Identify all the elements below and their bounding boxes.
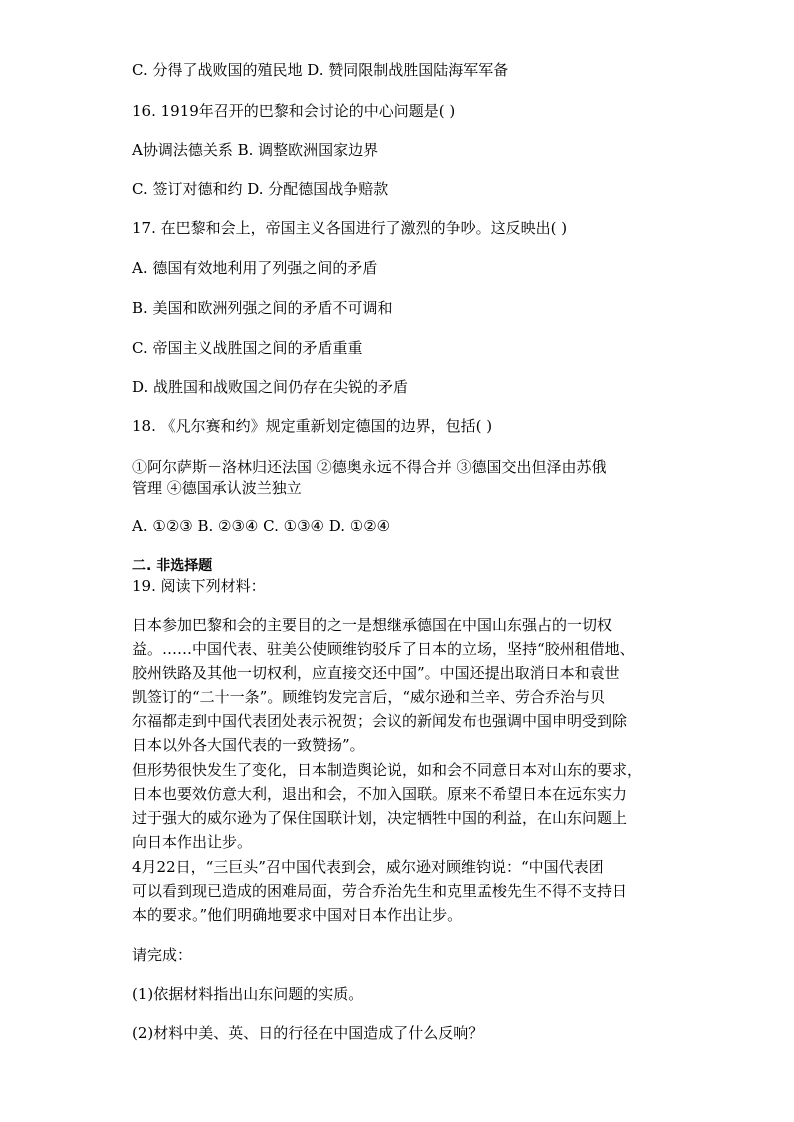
- material-p1-line: 日本以外各大国代表的一致赞扬”。: [132, 736, 365, 754]
- q17-stem: 17. 在巴黎和会上，帝国主义各国进行了激烈的争吵。这反映出( ): [132, 219, 568, 237]
- material-p1-line: 胶州铁路及其他一切权利，应直接交还中国”。中国还提出取消日本和袁世: [132, 664, 620, 682]
- material-paragraph-1: [132, 613, 666, 757]
- material-p3-line: 可以看到现已造成的困难局面，劳合乔治先生和克里孟梭先生不得不支持日: [132, 882, 628, 900]
- q19-stem: 19. 阅读下列材料：: [132, 577, 266, 595]
- q18-options: A. ①②③ B. ②③④ C. ①③④ D. ①②④: [132, 517, 391, 535]
- material-p1-line: 尔福都走到中国代表团处表示祝贺；会议的新闻发布也强调中国申明受到除: [132, 712, 628, 730]
- material-p2-line: 过于强大的威尔逊为了保住国联计划，决定牺牲中国的利益，在山东问题上: [132, 809, 628, 827]
- material-paragraph-2: [132, 758, 666, 854]
- q18-items-line2: 管理 ④德国承认波兰独立: [132, 479, 302, 497]
- material-p2-line: 向日本作出让步。: [132, 833, 253, 851]
- material-p3-line: 4月22日，“三巨头”召中国代表到会，威尔逊对顾维钧说：“中国代表团: [132, 858, 604, 876]
- task-1: (1)依据材料指出山东问题的实质。: [132, 985, 364, 1003]
- q16-options-ab: A协调法德关系 B. 调整欧洲国家边界: [132, 141, 379, 159]
- q15-options-cd: C. 分得了战败国的殖民地 D. 赞同限制战胜国陆海军军备: [132, 61, 509, 79]
- material-p2-line: 但形势很快发生了变化，日本制造舆论说，如和会不同意日本对山东的要求，: [132, 761, 643, 779]
- q17-option-d: D. 战胜国和战败国之间仍存在尖锐的矛盾: [132, 378, 409, 396]
- q18-items-line1: ①阿尔萨斯－洛林归还法国 ②德奥永远不得合并 ③德国交出但泽由苏俄: [132, 458, 607, 476]
- material-p1-line: 益。……中国代表、驻美公使顾维钧驳斥了日本的立场，坚持“胶州租借地、: [132, 640, 635, 658]
- material-p1-line: 日本参加巴黎和会的主要目的之一是想继承德国在中国山东强占的一切权: [132, 616, 613, 634]
- material-p2-line: 日本也要效仿意大利，退出和会，不加入国联。原来不希望日本在远东实力: [132, 785, 628, 803]
- material-p3-line: 本的要求。”他们明确地要求中国对日本作出让步。: [132, 906, 463, 924]
- task-2: (2)材料中美、英、日的行径在中国造成了什么反响？: [132, 1024, 484, 1042]
- q18-stem: 18. 《凡尔赛和约》规定重新划定德国的边界，包括( ): [132, 417, 493, 435]
- q17-option-b: B. 美国和欧洲列强之间的矛盾不可调和: [132, 299, 393, 317]
- material-paragraph-3: [132, 855, 666, 927]
- tasks-intro: 请完成：: [132, 946, 193, 964]
- section-title: 二. 非选择题: [132, 558, 213, 574]
- q17-option-c: C. 帝国主义战胜国之间的矛盾重重: [132, 339, 363, 357]
- q16-stem: 16. 1919年召开的巴黎和会讨论的中心问题是( ): [132, 102, 456, 120]
- q17-option-a: A. 德国有效地利用了列强之间的矛盾: [132, 259, 378, 277]
- material-p1-line: 凯签订的“二十一条”。顾维钧发完言后，“威尔逊和兰辛、劳合乔治与贝: [132, 688, 606, 706]
- q16-options-cd: C. 签订对德和约 D. 分配德国战争赔款: [132, 180, 389, 198]
